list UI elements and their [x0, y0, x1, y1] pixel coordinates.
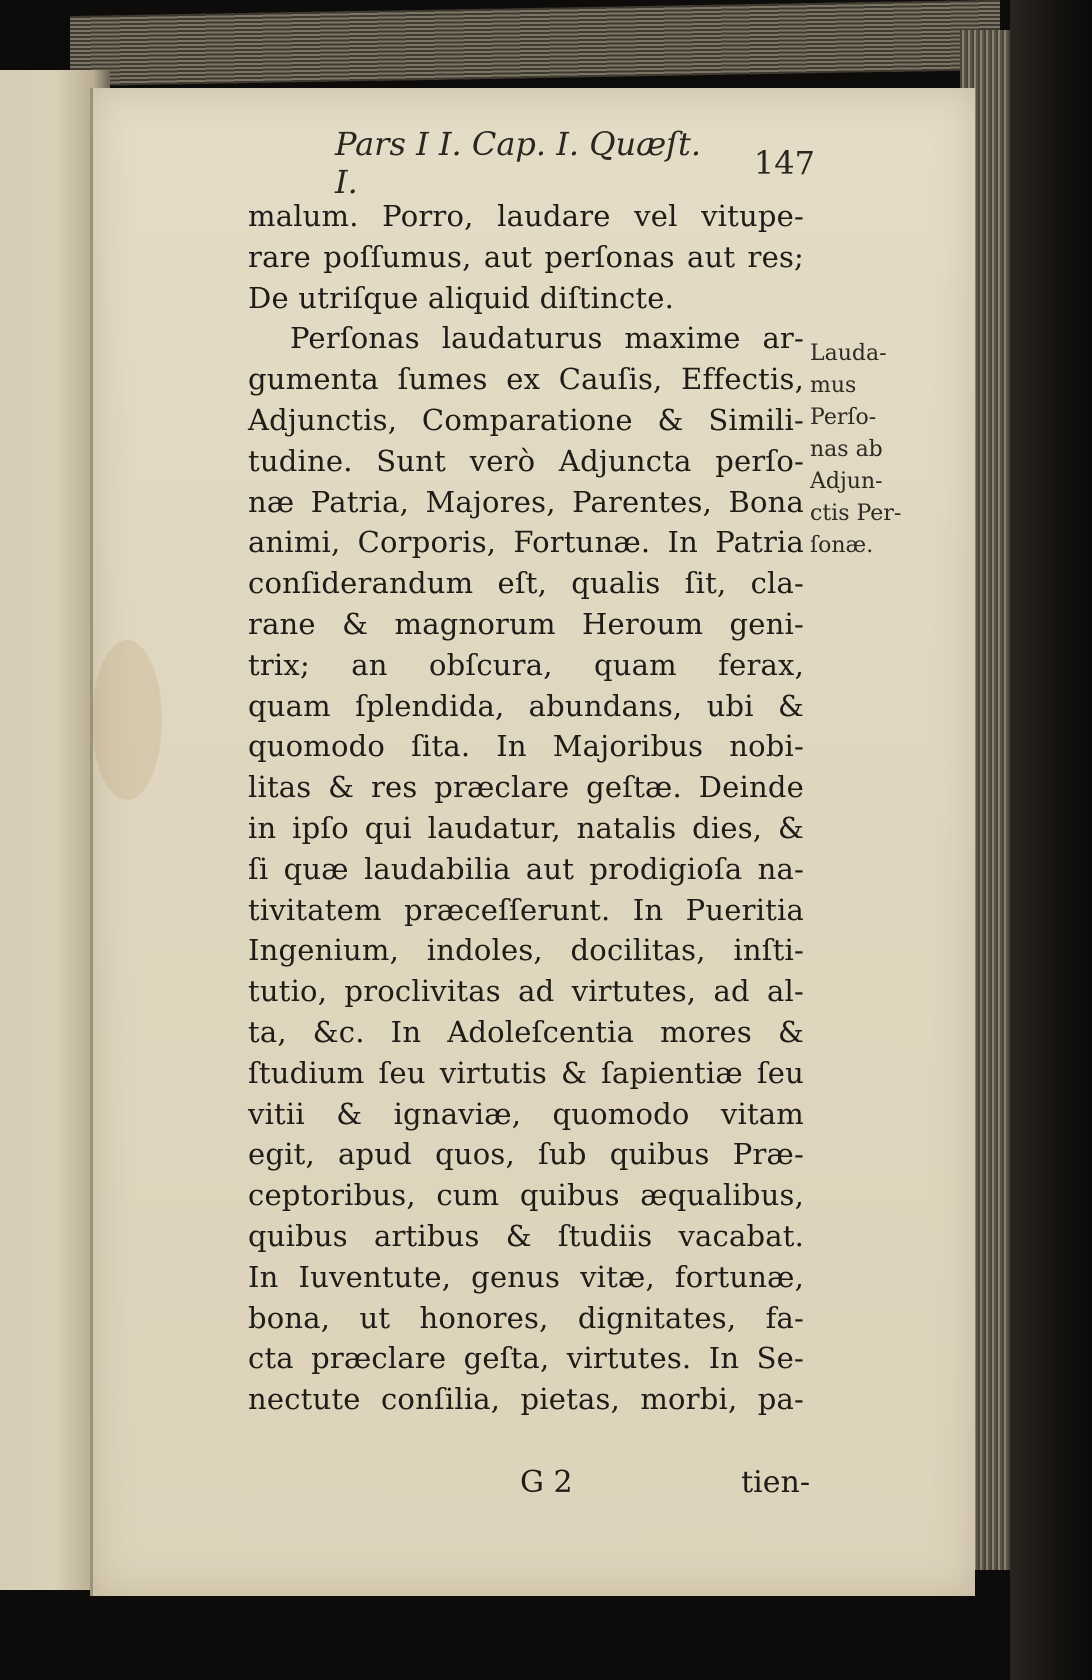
text-line: Adjunctis, Comparatione & Simili-	[248, 402, 804, 437]
catchword: tien-	[741, 1465, 810, 1500]
text-line: quibus artibus & ſtudiis vacabat.	[248, 1218, 804, 1253]
text-line: vitii & ignaviæ, quomodo vitam	[248, 1096, 804, 1131]
text-line: tutio, proclivitas ad virtutes, ad al-	[248, 974, 804, 1009]
text-line: ceptoribus, cum quibus æqualibus,	[248, 1178, 804, 1213]
marginal-note-line: ctis Per-	[810, 501, 902, 526]
text-line: malum. Porro, laudare vel vitupe-	[248, 199, 804, 233]
running-head	[335, 125, 815, 201]
text-line: gumenta ſumes ex Cauſis, Effectis,	[248, 362, 804, 397]
running-head-title: Pars I I. Cap. I. Quæſt. I.	[335, 125, 702, 201]
marginal-note-line: Perſo-	[810, 405, 877, 430]
signature-line	[520, 1465, 810, 1505]
text-line: Ingenium, indoles, docilitas, inſti-	[248, 933, 804, 968]
book-cover-edge	[1010, 0, 1092, 1680]
text-line: rane & magnorum Heroum geni-	[248, 606, 804, 641]
text-line: nectute conſilia, pietas, morbi, pa-	[248, 1382, 804, 1417]
text-line: ta, &c. In Adoleſcentia mores &	[248, 1014, 804, 1049]
marginal-note	[810, 338, 920, 562]
signature-mark: G 2	[520, 1465, 573, 1500]
water-stain	[92, 640, 162, 800]
text-line: quam ſplendida, abundans, ubi &	[248, 688, 804, 723]
text-line: litas & res præclare geſtæ. Deinde	[248, 770, 804, 805]
text-line: trix; an obſcura, quam ferax,	[248, 647, 804, 682]
text-line: ſi quæ laudabilia aut prodigioſa na-	[248, 851, 804, 886]
text-line: De utriſque aliquid diſtincte.	[248, 280, 675, 315]
text-line: quomodo ſita. In Majoribus nobi-	[248, 729, 804, 764]
text-line: cta præclare geſta, virtutes. In Se-	[248, 1341, 804, 1376]
marginal-note-line: ſonæ.	[810, 533, 874, 558]
page-number: 147	[753, 144, 815, 182]
page-block-top-edge	[70, 0, 1000, 86]
text-line: In Iuventute, genus vitæ, fortunæ,	[248, 1259, 804, 1294]
marginal-note-line: Adjun-	[810, 469, 883, 494]
text-line: in ipſo qui laudatur, natalis dies, &	[248, 810, 804, 845]
marginal-note-line: Lauda-	[810, 341, 887, 366]
text-line: næ Patria, Majores, Parentes, Bona	[248, 484, 804, 519]
text-line: animi, Corporis, Fortunæ. In Patria	[248, 525, 804, 560]
text-line: Perſonas laudaturus maxime ar-	[290, 321, 804, 356]
text-line: egit, apud quos, ſub quibus Præ-	[248, 1137, 804, 1172]
marginal-note-line: mus	[810, 373, 857, 398]
text-line: conſiderandum eſt, qualis ſit, cla-	[248, 566, 804, 601]
text-line: rare poſſumus, aut perſonas aut res;	[248, 239, 804, 274]
body-text	[248, 196, 804, 1420]
text-line: ſtudium ſeu virtutis & ſapientiæ ſeu	[248, 1055, 804, 1090]
text-line: tudine. Sunt verò Adjuncta perſo-	[248, 443, 804, 478]
text-line: bona, ut honores, dignitates, fa-	[248, 1300, 804, 1335]
text-line: tivitatem præceſſerunt. In Pueritia	[248, 892, 804, 927]
marginal-note-line: nas ab	[810, 437, 883, 462]
